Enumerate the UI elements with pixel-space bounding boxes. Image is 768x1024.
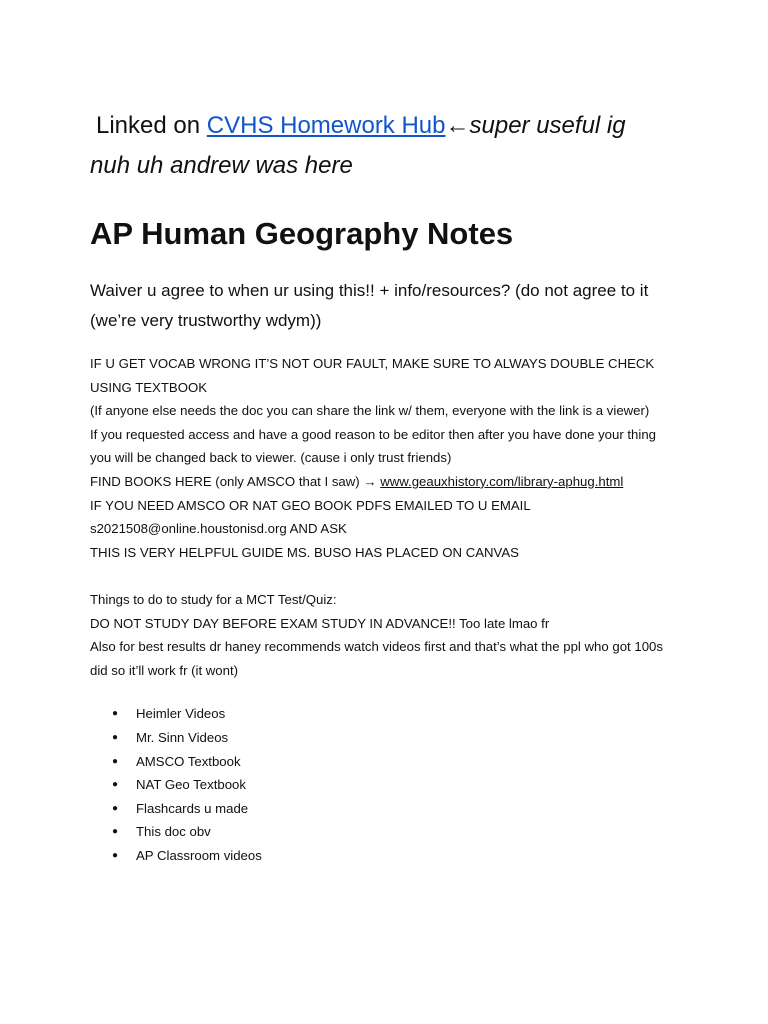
bullet-icon: ● xyxy=(112,731,119,743)
find-books-label: FIND BOOKS HERE (only AMSCO that I saw) → xyxy=(90,473,381,489)
study-advance-line: DO NOT STUDY DAY BEFORE EXAM STUDY IN ADVANCE!! Too late lmao fr xyxy=(90,615,550,631)
list-item xyxy=(90,820,690,844)
list-item xyxy=(90,750,690,774)
geauxhistory-link[interactable]: www.geauxhistory.com/library-aphug.html xyxy=(380,473,624,489)
bullet-icon: ● xyxy=(112,849,119,861)
list-item-label: NAT Geo Textbook xyxy=(136,777,246,793)
bullet-icon: ● xyxy=(112,802,119,814)
study-videos-line-1: Also for best results dr haney recommends watch videos first and that’s what the ppl who got 100s xyxy=(90,639,663,655)
cvhs-homework-hub-link[interactable]: CVHS Homework Hub xyxy=(206,112,446,139)
waiver-line-1: Waiver u agree to when ur using this!! + info/resources? (do not agree to it xyxy=(90,281,649,300)
find-books-line xyxy=(90,470,690,494)
notice-editor-line-2: you will be changed back to viewer. (cause i only trust friends) xyxy=(90,450,452,466)
paragraph-spacer xyxy=(90,564,690,588)
study-videos-line-2: did so it’ll work fr (it wont) xyxy=(90,662,239,678)
study-heading: Things to do to study for a MCT Test/Quiz: xyxy=(90,591,337,607)
waiver-paragraph xyxy=(90,276,690,336)
linked-on-label: Linked on xyxy=(96,112,207,139)
notice-editor-line-1: If you requested access and have a good reason to be editor then after you have done your thing xyxy=(90,426,656,442)
pdf-email-line-1: IF YOU NEED AMSCO OR NAT GEO BOOK PDFS EMAILED TO U EMAIL xyxy=(90,497,531,513)
super-useful-note: ←super useful ig xyxy=(445,112,626,139)
bullet-icon: ● xyxy=(112,779,119,791)
notice-vocab-line-2: USING TEXTBOOK xyxy=(90,379,208,395)
study-resources-list xyxy=(90,702,690,867)
bullet-icon: ● xyxy=(112,755,119,767)
bullet-icon: ● xyxy=(112,826,119,838)
linked-on-line xyxy=(90,106,690,146)
list-item xyxy=(90,726,690,750)
notice-vocab-line-1: IF U GET VOCAB WRONG IT’S NOT OUR FAULT, MAKE SURE TO ALWAYS DOUBLE CHECK xyxy=(90,356,655,371)
list-item xyxy=(90,773,690,797)
list-item-label: Heimler Videos xyxy=(136,706,226,722)
list-item-label: AMSCO Textbook xyxy=(136,753,241,769)
waiver-line-2: (we’re very trustworthy wdym)) xyxy=(90,311,322,330)
canvas-guide-line: THIS IS VERY HELPFUL GUIDE MS. BUSO HAS PLACED ON CANVAS xyxy=(90,544,519,560)
andrew-note: nuh uh andrew was here xyxy=(90,152,353,179)
notice-share-line: (If anyone else needs the doc you can share the link w/ them, everyone with the link is a viewer) xyxy=(90,403,650,419)
list-item-label: This doc obv xyxy=(136,824,211,840)
pdf-email-line-2: s2021508@online.houstonisd.org AND ASK xyxy=(90,521,347,537)
list-item-label: Mr. Sinn Videos xyxy=(136,729,229,745)
list-item xyxy=(90,844,690,868)
document-page xyxy=(90,106,690,867)
list-item-label: AP Classroom videos xyxy=(136,847,262,863)
list-item xyxy=(90,797,690,821)
page-title: AP Human Geography Notes xyxy=(90,216,514,251)
notices-block xyxy=(90,352,690,682)
list-item-label: Flashcards u made xyxy=(136,800,249,816)
bullet-icon: ● xyxy=(112,708,119,720)
list-item xyxy=(90,702,690,726)
